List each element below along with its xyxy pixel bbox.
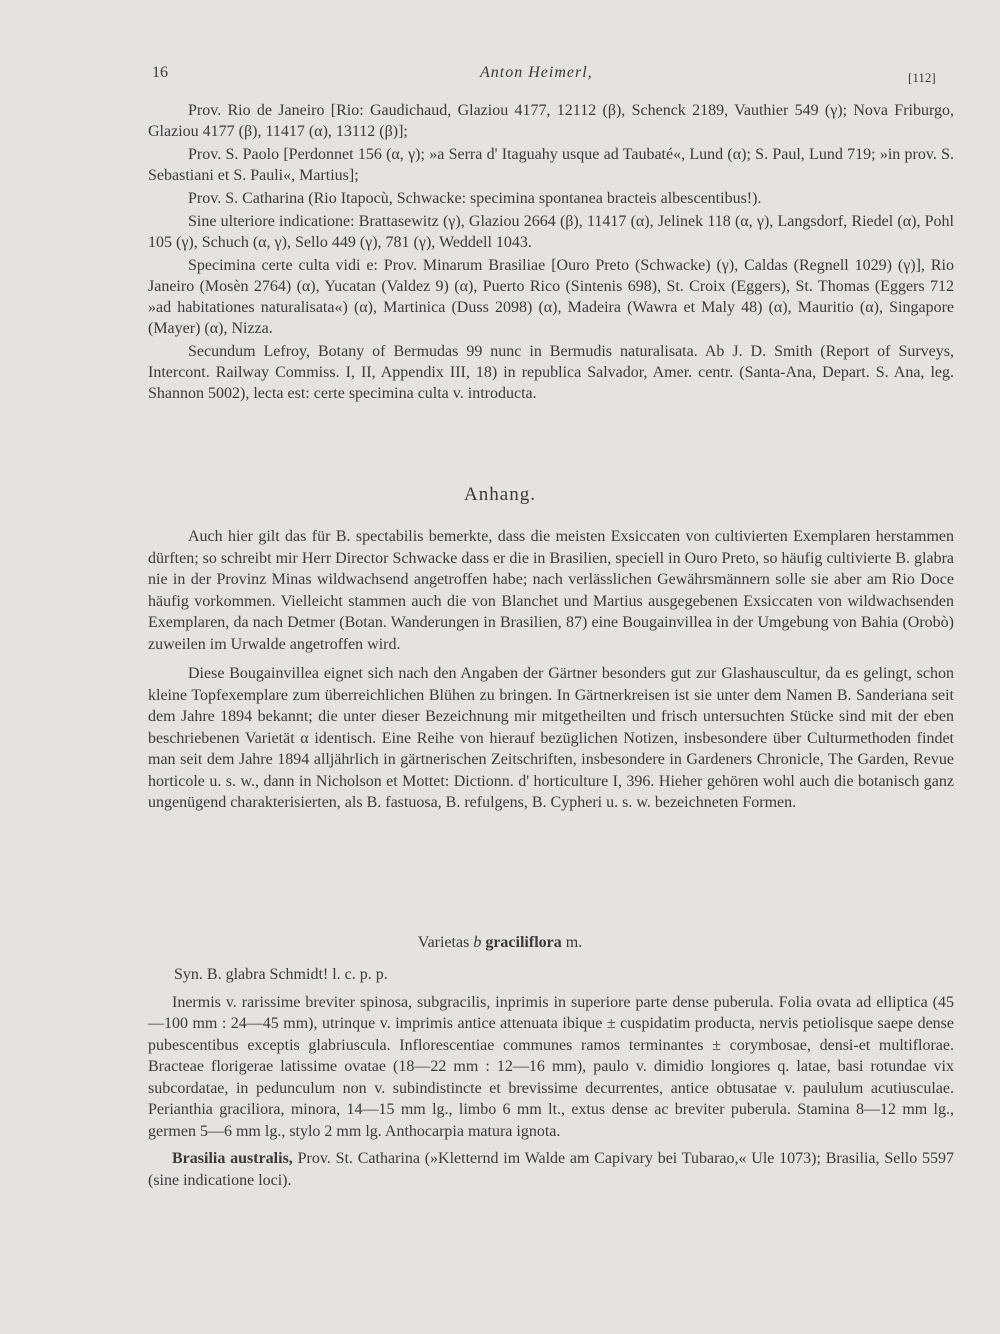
paragraph: Secundum Lefroy, Botany of Bermudas 99 nunc in Bermudis naturalisata. Ab J. D. Smith (Report of Surveys, Intercont. Railway Commiss. I, II, Appendix III, 18) in republica Salvador, Amer. centr. (Santa-Ana, Depart. S. Ana, leg. Shannon 5002), lecta est: certe specimina culta v. introducta. bbox=[148, 343, 954, 402]
locality-region: Brasilia australis, bbox=[172, 1150, 293, 1167]
paragraph: Prov. S. Catharina (Rio Itapocù, Schwacke: specimina spontanea bracteis albescentibus!). bbox=[188, 190, 762, 207]
variety-heading bbox=[0, 934, 1000, 952]
variety-suffix: m. bbox=[565, 934, 583, 951]
variety-description bbox=[148, 964, 954, 1197]
paragraph: Sine ulteriore indicatione: Brattasewitz (γ), Glaziou 2664 (β), 11417 (α), Jelinek 118 (α, γ), Langsdorf, Riedel (α), Pohl 105 (γ), Schuch (α, γ), Sello 449 (γ), 781 (γ), Weddell 1043. bbox=[148, 213, 954, 251]
locality-paragraph bbox=[148, 1148, 954, 1191]
description-paragraph: Inermis v. rarissime breviter spinosa, subgracilis, inprimis in superiore parte dense puberula. Folia ovata ad elliptica (45—100 mm : 24—45 mm), utrinque v. imprimis antice attenuata ibique ± cuspidatim producta, nervis petiolisque saepe dense pubescentibus exceptis glabriuscula. Inflorescentiae communes ramos terminantes ± corymbosae, densi-et multiflorae. Bracteae florigerae latissime ovatae (18—22 mm : 12—16 mm), paulo v. dimidio longiores q. latae, basi rotundae vix subcordatae, in pedunculum non v. subindistincte et brevissime decurrentes, antice obtusatae v. paululum acutiusculae. Perianthia graciliora, minora, 14—15 mm lg., limbo 6 mm lt., extus dense ac breviter puberula. Stamina 8—12 mm lg., germen 5—6 mm lg., stylo 2 mm lg. Anthocarpia matura ignota. bbox=[148, 993, 954, 1140]
variety-letter: b bbox=[473, 934, 482, 951]
paragraph: Auch hier gilt das für B. spectabilis bemerkte, dass die meisten Exsiccaten von cultivierten Exemplaren herstammen dürften; so schreibt mir Herr Director Schwacke dass er die in Brasilien, speciell in Ouro Preto, so häufig cultivierte B. glabra nie in der Provinz Minas wildwachsend angetroffen habe; nach verlässlichen Gewährsmännern solle sie aber am Rio Doce häufig vorkommen. Vielleicht stammen auch die von Blanchet und Martius ausgegebenen Exsiccaten von wildwachsenden Exemplaren, da nach Detmer (Botan. Wanderungen in Brasilien, 87) eine Bougainvillea in der Umgebung von Bahia (Orobò) zuweilen im Urwalde angetroffen wird. bbox=[148, 528, 954, 653]
paragraph: Specimina certe culta vidi e: Prov. Minarum Brasiliae [Ouro Preto (Schwacke) (γ), Caldas (Regnell 1029) (γ)], Rio Janeiro (Mosèn 2764) (α), Yucatan (Valdez 9) (α), Puerto Rico (Sintenis 698), St. Croix (Eggers), St. Thomas (Eggers 712 »ad habitationes naturalisata«) (α), Martinica (Duss 2098) (α), Madeira (Wawra et Maly 48) (α), Mauritio (α), Singapore (Mayer) (α), Nizza. bbox=[148, 257, 954, 337]
locality-details: Prov. St. Catharina (»Kletternd im Walde am Capivary bei Tubarao,« Ule 1073); Brasilia, Sello 5597 (sine indicatione loci). bbox=[148, 1150, 954, 1189]
section-heading: Anhang. bbox=[464, 484, 536, 505]
anhang-section bbox=[148, 526, 954, 822]
variety-prefix: Varietas bbox=[417, 934, 470, 951]
synonym-line: Syn. B. glabra Schmidt! l. c. p. p. bbox=[174, 966, 388, 983]
original-page-number: [112] bbox=[908, 70, 936, 85]
paragraph: Diese Bougainvillea eignet sich nach den Angaben der Gärtner besonders gut zur Glashauscultur, da es gelingt, schon kleine Topfexemplare zum überreichlichen Blühen zu bringen. In Gärtnerkreisen ist sie unter dem Namen B. Sanderiana seit dem Jahre 1894 bekannt; die unter dieser Bezeichnung mir mitgetheilten und frisch untersuchten Stücke sind mit der eben beschriebenen Varietät α identisch. Eine Reihe von hierauf bezüglichen Notizen, insbesondere über Culturmethoden findet man seit dem Jahre 1894 alljährlich in gärtnerischen Zeitschriften, insbesondere in Gardeners Chronicle, The Garden, Revue horticole u. s. w., dann in Nicholson et Mottet: Dictionn. d' horticulture I, 396. Hieher gehören wohl auch die botanisch ganz ungenügend charakterisierten, als B. fastuosa, B. refulgens, B. Cypheri u. s. w. bezeichneten Formen. bbox=[148, 665, 954, 811]
paragraph: Prov. Rio de Janeiro [Rio: Gaudichaud, Glaziou 4177, 12112 (β), Schenck 2189, Vauthier 549 (γ); Nova Friburgo, Glaziou 4177 (β), 11417 (α), 13112 (β)]; bbox=[148, 102, 954, 140]
running-author: Anton Heimerl, bbox=[480, 64, 593, 81]
running-header bbox=[0, 58, 1000, 88]
paragraph: Prov. S. Paolo [Perdonnet 156 (α, γ); »a Serra d' Itaguahy usque ad Taubaté«, Lund (α); S. Paul, Lund 719; »in prov. S. Sebastiani et S. Pauli«, Martius]; bbox=[148, 146, 954, 184]
page-number: 16 bbox=[152, 64, 168, 81]
variety-name: graciliflora bbox=[485, 934, 562, 951]
specimen-list bbox=[148, 100, 954, 406]
